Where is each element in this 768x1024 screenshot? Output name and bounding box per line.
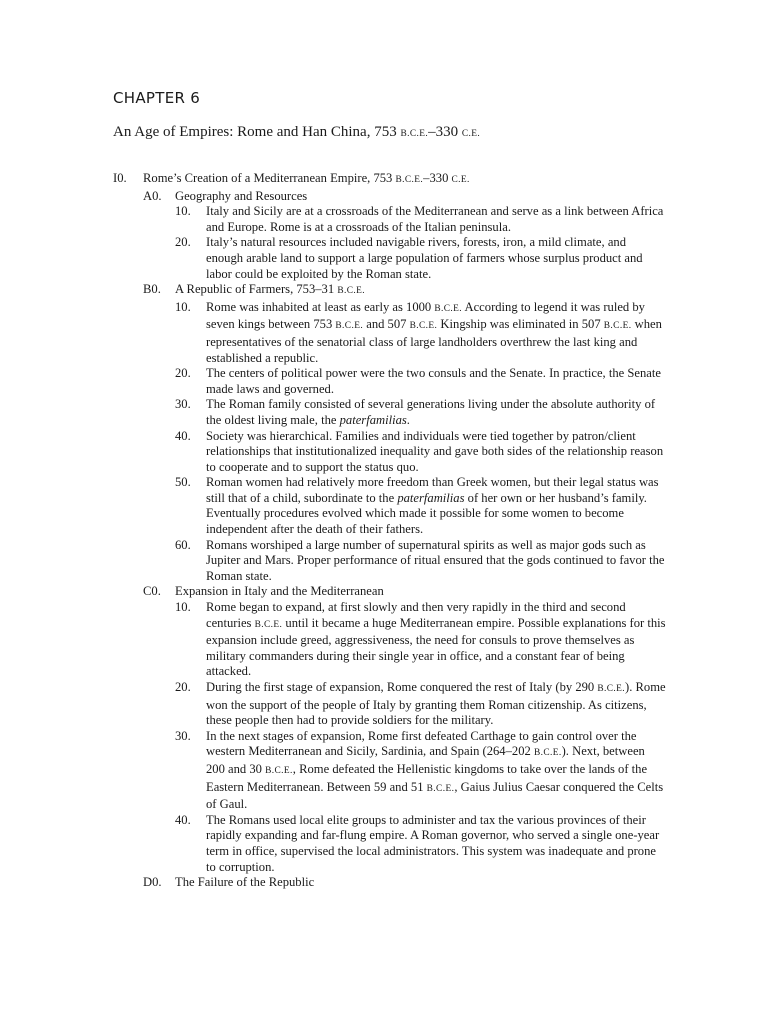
- era-label: B.C.E.: [395, 175, 424, 185]
- outline-item: [0, 475, 768, 537]
- outline-marker: 10.: [175, 600, 191, 615]
- outline-marker: 50.: [175, 475, 191, 490]
- outline-marker: C0.: [143, 584, 161, 599]
- outline-marker: 10.: [175, 204, 191, 219]
- era-label: B.C.E.: [434, 303, 463, 314]
- text-run: and 507: [363, 317, 410, 332]
- era-label: B.C.E.: [254, 619, 283, 630]
- chapter-title-range: –330: [428, 124, 462, 140]
- latin-term: paterfamilias: [397, 490, 465, 505]
- outline-marker: I0.: [113, 171, 127, 185]
- outline-item-text: [206, 729, 666, 813]
- text-run: Rome was inhabited at least as early as 1000: [206, 299, 435, 314]
- era-label: C.E.: [461, 129, 481, 139]
- chapter-outline: [0, 171, 768, 891]
- outline-item: [0, 538, 768, 585]
- outline-item: [0, 235, 768, 282]
- outline-item: [0, 300, 768, 366]
- latin-term: paterfamilias: [339, 412, 407, 427]
- outline-item-text: [206, 600, 666, 680]
- outline-marker: 20.: [175, 235, 191, 250]
- outline-heading-range: –330: [423, 171, 452, 185]
- text-run: when representatives of the senatorial class of large landholders overthrew the last king and established a republic.: [206, 317, 662, 365]
- outline-marker: 60.: [175, 537, 191, 552]
- outline-item: [0, 813, 768, 875]
- era-label: B.C.E.: [409, 321, 438, 332]
- outline-item: [0, 397, 768, 428]
- outline-item-text: Italy and Sicily are at a crossroads of the Mediterranean and serve as a link between Africa and Europe. Rome is at a crossroads of the Italian peninsula.: [206, 204, 664, 234]
- text-run: According to legend it was ruled by seven kings between 753: [206, 299, 645, 332]
- chapter-title: [113, 124, 480, 141]
- outline-item: [0, 600, 768, 680]
- outline-heading-text: Rome’s Creation of a Mediterranean Empire, 753: [143, 171, 396, 185]
- text-run: ). Next, between 200 and 30: [206, 744, 645, 776]
- outline-item-text: Italy’s natural resources included navigable rivers, forests, iron, a mild climate, and enough arable land to support a large population of farmers whose surplus product and labor could be exploited by the Roman state.: [206, 235, 643, 281]
- outline-item: [0, 429, 768, 476]
- outline-marker: D0.: [143, 875, 162, 890]
- outline-subsection-c: [0, 584, 768, 600]
- era-label: B.C.E.: [426, 783, 455, 794]
- outline-heading-text: A Republic of Farmers, 753–31: [175, 282, 338, 297]
- chapter-title-text: An Age of Empires: Rome and Han China, 753: [113, 124, 401, 140]
- text-run: Roman women had relatively more freedom than Greek women, but their legal status was still that of a child, subordinate to the: [206, 475, 659, 505]
- outline-heading: Geography and Resources: [175, 188, 308, 203]
- outline-item: [0, 366, 768, 397]
- outline-item-text: [206, 680, 666, 729]
- outline-marker: 40.: [175, 812, 191, 827]
- outline-item-text: The centers of political power were the two consuls and the Senate. In practice, the Senate made laws and governed.: [206, 366, 661, 396]
- outline-marker: 10.: [175, 299, 191, 314]
- outline-item-text: [206, 397, 666, 428]
- text-run: The Roman family consisted of several generations living under the absolute authority of the oldest living male, the: [206, 397, 656, 427]
- outline-heading: [143, 171, 768, 189]
- outline-subsection-a: [0, 189, 768, 205]
- outline-marker: 20.: [175, 366, 191, 381]
- outline-heading: Expansion in Italy and the Mediterranean: [175, 584, 384, 599]
- era-label: B.C.E.: [335, 321, 364, 332]
- text-run: .: [406, 412, 410, 427]
- text-run: Kingship was eliminated in 507: [437, 317, 604, 332]
- outline-item-text: The Romans used local elite groups to administer and tax the various provinces of their rapidly expanding and far-flung empire. A Roman governor, who served a single one-year term in office, supervised the local administrators. This system was inadequate and prone to corruption.: [206, 812, 660, 874]
- chapter-heading: CHAPTER 6: [113, 89, 201, 107]
- text-run: of her own or her husband’s family. Eventually procedures evolved which made it possible for some women to become independent after the death of their fathers.: [206, 490, 647, 537]
- text-run: During the first stage of expansion, Rome conquered the rest of Italy (by 290: [206, 680, 598, 694]
- era-label: B.C.E.: [597, 684, 626, 694]
- text-run: , Gaius Julius Caesar conquered the Celts of Gaul.: [206, 779, 664, 812]
- text-run: In the next stages of expansion, Rome first defeated Carthage to gain control over the western Mediterranean and Sicily, Sardinia, and Spain (264–202: [206, 728, 637, 759]
- outline-marker: A0.: [143, 188, 162, 203]
- era-label: B.C.E.: [533, 748, 562, 759]
- outline-item: [0, 680, 768, 729]
- outline-item: [0, 729, 768, 813]
- era-label: B.C.E.: [265, 765, 293, 776]
- era-label: B.C.E.: [400, 129, 429, 139]
- text-run: Rome began to expand, at first slowly and then very rapidly in the third and second centuries: [206, 600, 626, 630]
- outline-section-i: [0, 171, 768, 189]
- outline-heading: [175, 282, 768, 300]
- outline-marker: 20.: [175, 680, 191, 694]
- outline-marker: 30.: [175, 728, 191, 743]
- outline-item-text: Romans worshiped a large number of supernatural spirits as well as major gods such as Jupiter and Mars. Proper performance of ritual ensured that the gods continued to favor the Roman state.: [206, 537, 665, 583]
- text-run: until it became a huge Mediterranean empire. Possible explanations for this expansion include greed, aggressiveness, the need for consuls to prove themselves as military commanders during their single year in office, and a constant fear of being attacked.: [206, 615, 666, 679]
- outline-item: [0, 204, 768, 235]
- era-label: C.E.: [451, 175, 470, 185]
- outline-item-text: Society was hierarchical. Families and individuals were tied together by patron/client relationships that institutionalized inequality and gave both sides of the relationship reason to cooperate and to support the status quo.: [206, 428, 664, 474]
- text-run: , Rome defeated the Hellenistic kingdoms to take over the lands of the Eastern Mediterranean. Between 59 and 51: [206, 761, 648, 794]
- outline-item-text: [206, 475, 666, 537]
- text-run: ). Rome won the support of the people of Italy by granting them Roman citizenship. As citizens, these people then had to provide soldiers for the military.: [206, 680, 666, 728]
- outline-item-text: [206, 300, 666, 366]
- era-label: B.C.E.: [337, 286, 365, 297]
- outline-marker: 40.: [175, 428, 191, 443]
- outline-subsection-b: [0, 282, 768, 300]
- outline-marker: B0.: [143, 282, 161, 297]
- era-label: B.C.E.: [603, 321, 632, 332]
- outline-marker: 30.: [175, 397, 191, 412]
- outline-heading: The Failure of the Republic: [175, 875, 315, 890]
- outline-subsection-d: [0, 875, 768, 891]
